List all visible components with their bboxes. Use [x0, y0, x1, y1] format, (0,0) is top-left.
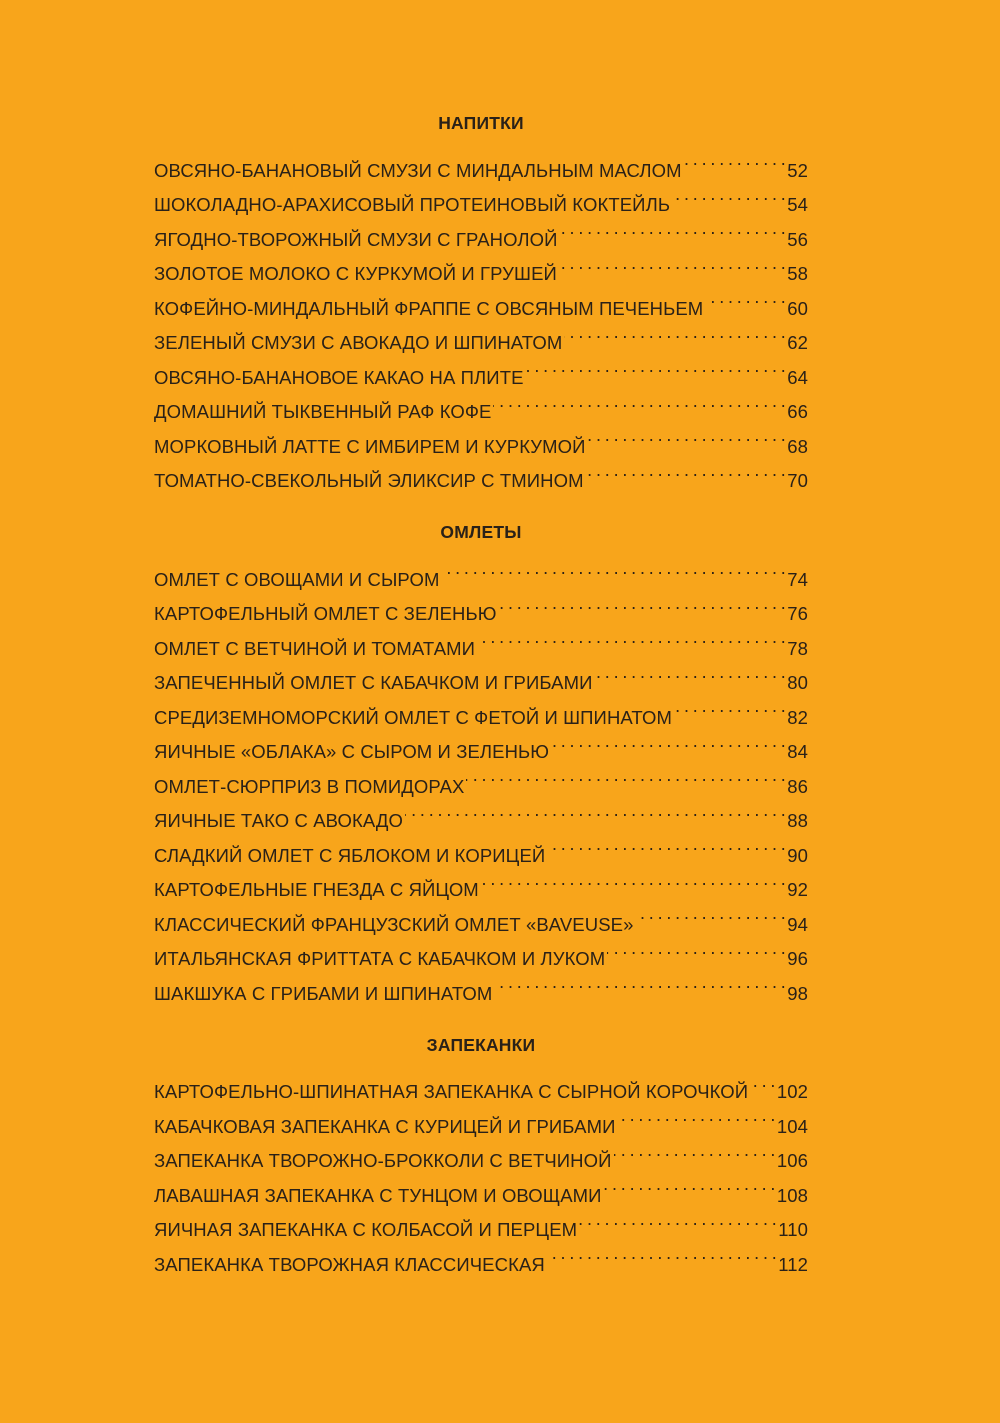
entry-title: ОВСЯНО-БАНАНОВЫЙ СМУЗИ С МИНДАЛЬНЫМ МАСЛОМ [154, 159, 682, 181]
dot-leader [750, 1064, 775, 1099]
entry-page-number: 88 [787, 810, 808, 831]
dot-leader [672, 177, 785, 212]
dot-leader [526, 349, 786, 384]
dot-leader [560, 211, 786, 246]
entry-title: ЯГОДНО-ТВОРОЖНЫЙ СМУЗИ С ГРАНОЛОЙ [154, 228, 558, 250]
entry-page-number: 82 [787, 706, 808, 728]
entry-page-number: 52 [787, 159, 808, 181]
entry-title: ЗАПЕКАНКА ТВОРОЖНАЯ КЛАССИЧЕСКАЯ [154, 1253, 545, 1275]
entry-page-number: 98 [787, 982, 808, 1004]
dot-leader [674, 689, 785, 724]
dot-leader [588, 418, 786, 453]
dot-leader [705, 280, 785, 315]
entry-title: ОМЛЕТ С ОВОЩАМИ И СЫРОМ [154, 568, 440, 590]
entry-title: ОМЛЕТ С ВЕТЧИНОЙ И ТОМАТАМИ [154, 637, 476, 659]
entry-page-number: 78 [787, 637, 808, 659]
entry-title: ТОМАТНО-СВЕКОЛЬНЫЙ ЭЛИКСИР С ТМИНОМ [154, 470, 584, 491]
entry-page-number: 62 [787, 332, 808, 353]
entry-title: ЗЕЛЕНЫЙ СМУЗИ С АВОКАДО И ШПИНАТОМ [154, 332, 563, 353]
dot-leader [604, 1167, 775, 1202]
entry-page-number: 90 [787, 844, 808, 866]
entry-title: КАРТОФЕЛЬНЫЙ ОМЛЕТ С ЗЕЛЕНЬЮ [154, 603, 497, 624]
toc-section [154, 108, 808, 491]
entry-page-number: 108 [776, 1184, 808, 1206]
entry-title: СРЕДИЗЕМНОМОРСКИЙ ОМЛЕТ С ФЕТОЙ И ШПИНАТОМ [154, 706, 672, 728]
entry-title: ДОМАШНИЙ ТЫКВЕННЫЙ РАФ КОФЕ [154, 401, 492, 422]
toc-section [154, 1030, 808, 1275]
toc-entry[interactable] [154, 1064, 808, 1102]
entry-title: ОМЛЕТ-СЮРПРИЗ В ПОМИДОРАХ [154, 775, 465, 797]
entry-title: МОРКОВНЫЙ ЛАТТЕ С ИМБИРЕМ И КУРКУМОЙ [154, 435, 586, 457]
dot-leader [481, 862, 785, 897]
section-title: НАПИТКИ [438, 113, 524, 133]
toc-section [154, 517, 808, 1004]
section-title: ЗАПЕКАНКИ [426, 1034, 536, 1055]
entry-title: ОВСЯНО-БАНАНОВОЕ КАКАО НА ПЛИТЕ [154, 366, 524, 388]
dot-leader [684, 142, 786, 177]
entry-page-number: 58 [787, 263, 808, 284]
entry-title: ЯИЧНЫЕ «ОБЛАКА» С СЫРОМ И ЗЕЛЕНЬЮ [154, 741, 550, 762]
dot-leader [595, 655, 786, 690]
entry-title: ЗОЛОТОЕ МОЛОКО С КУРКУМОЙ И ГРУШЕЙ [154, 263, 557, 284]
entry-title: КОФЕЙНО-МИНДАЛЬНЫЙ ФРАППЕ С ОВСЯНЫМ ПЕЧЕНЬЕМ [154, 297, 704, 319]
dot-leader [586, 453, 786, 488]
entry-title: СЛАДКИЙ ОМЛЕТ С ЯБЛОКОМ И КОРИЦЕЙ [154, 844, 546, 866]
entry-title: ШОКОЛАДНО-АРАХИСОВЫЙ ПРОТЕИНОВЫЙ КОКТЕЙЛЬ [154, 194, 671, 215]
entry-title: ШАКШУКА С ГРИБАМИ И ШПИНАТОМ [154, 982, 493, 1004]
entry-title: КАРТОФЕЛЬНЫЕ ГНЕЗДА С ЯЙЦОМ [154, 879, 479, 900]
dot-leader [499, 586, 786, 621]
dot-leader [579, 1202, 776, 1237]
dot-leader [441, 551, 785, 586]
entry-title: ЗАПЕЧЕННЫЙ ОМЛЕТ С КАБАЧКОМ И ГРИБАМИ [154, 672, 593, 693]
entry-page-number: 80 [787, 672, 808, 693]
entry-page-number: 86 [787, 775, 808, 797]
section-title: ОМЛЕТЫ [440, 522, 522, 542]
entry-page-number: 68 [787, 435, 808, 457]
entry-page-number: 76 [787, 603, 808, 624]
entry-page-number: 64 [787, 366, 808, 388]
dot-leader [635, 896, 785, 931]
dot-leader [494, 965, 785, 1000]
dot-leader [477, 620, 785, 655]
dot-leader [547, 1236, 776, 1271]
dot-leader [607, 931, 785, 966]
entry-page-number: 102 [776, 1081, 808, 1102]
entry-page-number: 94 [787, 913, 808, 935]
entry-title: КАРТОФЕЛЬНО-ШПИНАТНАЯ ЗАПЕКАНКА С СЫРНОЙ КОРОЧКОЙ [154, 1081, 749, 1102]
entry-title: ИТАЛЬЯНСКАЯ ФРИТТАТА С КАБАЧКОМ И ЛУКОМ [154, 948, 606, 969]
dot-leader [493, 384, 785, 419]
entry-page-number: 96 [787, 948, 808, 969]
entry-page-number: 104 [776, 1115, 808, 1137]
entry-page-number: 66 [787, 401, 808, 422]
entry-page-number: 60 [787, 297, 808, 319]
entry-title: ЗАПЕКАНКА ТВОРОЖНО-БРОККОЛИ С ВЕТЧИНОЙ [154, 1150, 612, 1171]
toc-entry[interactable] [154, 142, 808, 181]
entry-page-number: 56 [787, 228, 808, 250]
entry-page-number: 110 [778, 1219, 808, 1240]
entry-page-number: 70 [787, 470, 808, 491]
toc-entry[interactable] [154, 551, 808, 590]
dot-leader [564, 315, 785, 350]
entry-title: ЛАВАШНАЯ ЗАПЕКАНКА С ТУНЦОМ И ОВОЩАМИ [154, 1184, 602, 1206]
dot-leader [405, 793, 785, 828]
table-of-contents [154, 108, 808, 1275]
entry-title: КЛАССИЧЕСКИЙ ФРАНЦУЗСКИЙ ОМЛЕТ «BAVEUSE» [154, 913, 634, 935]
dot-leader [614, 1133, 775, 1168]
dot-leader [547, 827, 785, 862]
entry-page-number: 54 [787, 194, 808, 215]
entry-title: ЯИЧНАЯ ЗАПЕКАНКА С КОЛБАСОЙ И ПЕРЦЕМ [154, 1219, 578, 1240]
dot-leader [551, 724, 785, 759]
entry-page-number: 74 [787, 568, 808, 590]
dot-leader [559, 246, 785, 281]
dot-leader [466, 758, 785, 793]
entry-page-number: 84 [787, 741, 808, 762]
entry-page-number: 112 [778, 1253, 808, 1275]
entry-page-number: 106 [776, 1150, 808, 1171]
entry-page-number: 92 [787, 879, 808, 900]
entry-title: КАБАЧКОВАЯ ЗАПЕКАНКА С КУРИЦЕЙ И ГРИБАМИ [154, 1115, 616, 1137]
entry-title: ЯИЧНЫЕ ТАКО С АВОКАДО [154, 810, 404, 831]
dot-leader [617, 1098, 774, 1133]
